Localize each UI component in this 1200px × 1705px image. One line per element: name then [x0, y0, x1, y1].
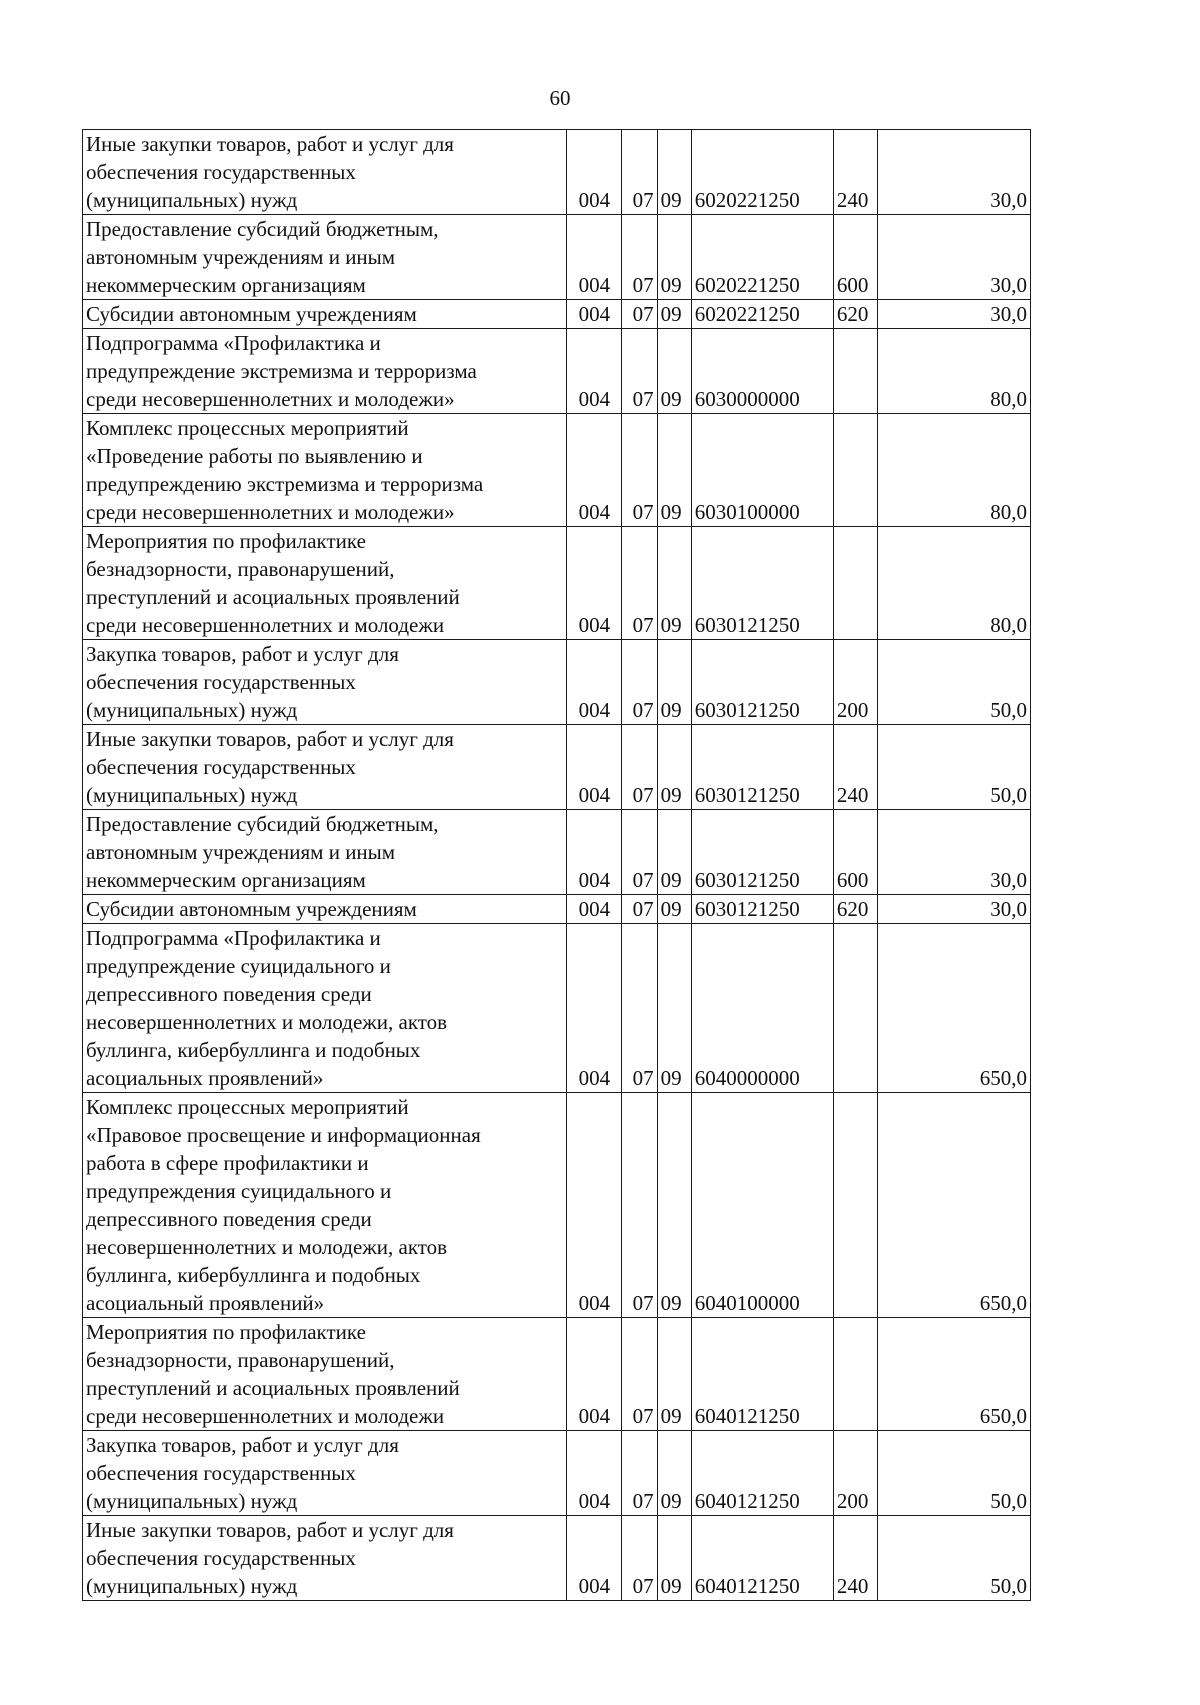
expense-type-cell — [833, 329, 878, 414]
expense-name-line: безнадзорности, правонарушений, — [86, 557, 395, 581]
department-code-cell: 004 — [567, 895, 622, 924]
target-article-cell: 6040100000 — [691, 1093, 833, 1318]
expense-name-cell — [83, 329, 567, 414]
amount-cell: 30,0 — [878, 300, 1031, 329]
expense-type-cell — [833, 527, 878, 640]
section-code-cell: 07 — [622, 1318, 657, 1431]
expense-name-line: преступлений и асоциальных проявлений — [86, 585, 460, 609]
table-row — [83, 527, 1031, 640]
expense-name-line: среди несовершеннолетних и молодежи — [86, 1404, 445, 1428]
expense-name-line: обеспечения государственных — [86, 160, 356, 184]
subsection-code-cell: 09 — [657, 1318, 691, 1431]
section-code-cell: 07 — [622, 725, 657, 810]
subsection-code-cell: 09 — [657, 1431, 691, 1516]
expense-name-line: автономным учреждениям и иным — [86, 245, 396, 269]
table-row — [83, 215, 1031, 300]
expense-name-cell — [83, 215, 567, 300]
expense-type-cell — [833, 414, 878, 527]
expense-name-line: (муниципальных) нужд — [86, 698, 298, 722]
target-article-cell: 6020221250 — [691, 300, 833, 329]
target-article-cell: 6030121250 — [691, 640, 833, 725]
department-code-cell: 004 — [567, 1318, 622, 1431]
section-code-cell: 07 — [622, 640, 657, 725]
amount-cell: 30,0 — [878, 810, 1031, 895]
amount-cell: 80,0 — [878, 329, 1031, 414]
amount-cell: 50,0 — [878, 1516, 1031, 1601]
target-article-cell: 6030121250 — [691, 527, 833, 640]
amount-cell: 80,0 — [878, 414, 1031, 527]
expense-name-line: депрессивного поведения среди — [86, 1207, 372, 1231]
expense-name-cell — [83, 640, 567, 725]
expense-name-line: Комплекс процессных мероприятий — [86, 416, 409, 440]
amount-cell: 30,0 — [878, 130, 1031, 215]
expense-name-line: обеспечения государственных — [86, 670, 356, 694]
table-row — [83, 895, 1031, 924]
expense-name-line: Комплекс процессных мероприятий — [86, 1095, 409, 1119]
section-code-cell: 07 — [622, 895, 657, 924]
expense-type-cell: 200 — [833, 640, 878, 725]
table-row — [83, 725, 1031, 810]
target-article-cell: 6030100000 — [691, 414, 833, 527]
target-article-cell: 6020221250 — [691, 130, 833, 215]
expense-name-line: несовершеннолетних и молодежи, актов — [86, 1235, 448, 1259]
page-number: 60 — [549, 86, 571, 110]
expense-type-cell: 620 — [833, 895, 878, 924]
expense-type-cell: 240 — [833, 725, 878, 810]
target-article-cell: 6040121250 — [691, 1318, 833, 1431]
section-code-cell: 07 — [622, 329, 657, 414]
amount-cell: 650,0 — [878, 1093, 1031, 1318]
expense-name-line: обеспечения государственных — [86, 1461, 356, 1485]
expense-name-line: депрессивного поведения среди — [86, 982, 372, 1006]
section-code-cell: 07 — [622, 1516, 657, 1601]
department-code-cell: 004 — [567, 215, 622, 300]
amount-cell: 80,0 — [878, 527, 1031, 640]
subsection-code-cell: 09 — [657, 130, 691, 215]
expense-name-line: преступлений и асоциальных проявлений — [86, 1376, 460, 1400]
expense-type-cell — [833, 1093, 878, 1318]
section-code-cell: 07 — [622, 300, 657, 329]
department-code-cell: 004 — [567, 1431, 622, 1516]
target-article-cell: 6030121250 — [691, 725, 833, 810]
amount-cell: 50,0 — [878, 640, 1031, 725]
section-code-cell: 07 — [622, 1431, 657, 1516]
subsection-code-cell: 09 — [657, 527, 691, 640]
expense-name-line: обеспечения государственных — [86, 1546, 356, 1570]
department-code-cell: 004 — [567, 924, 622, 1093]
table-row — [83, 1431, 1031, 1516]
expense-type-cell: 620 — [833, 300, 878, 329]
expense-name-line: Подпрограмма «Профилактика и — [86, 926, 381, 950]
expense-name-line: среди несовершеннолетних и молодежи» — [86, 500, 455, 524]
target-article-cell: 6020221250 — [691, 215, 833, 300]
expense-name-cell — [83, 924, 567, 1093]
department-code-cell: 004 — [567, 414, 622, 527]
subsection-code-cell: 09 — [657, 414, 691, 527]
department-code-cell: 004 — [567, 527, 622, 640]
section-code-cell: 07 — [622, 215, 657, 300]
table-row — [83, 924, 1031, 1093]
expense-name-line: Мероприятия по профилактике — [86, 529, 366, 553]
expense-name-line: асоциальных проявлений» — [86, 1066, 324, 1090]
expense-type-cell — [833, 1318, 878, 1431]
target-article-cell: 6040000000 — [691, 924, 833, 1093]
expense-name-line: несовершеннолетних и молодежи, актов — [86, 1010, 448, 1034]
expense-type-cell: 600 — [833, 810, 878, 895]
table-row — [83, 329, 1031, 414]
subsection-code-cell: 09 — [657, 215, 691, 300]
expense-name-line: Субсидии автономным учреждениям — [86, 897, 417, 921]
expense-name-line: «Правовое просвещение и информационная — [86, 1123, 481, 1147]
amount-cell: 650,0 — [878, 924, 1031, 1093]
expense-type-cell: 240 — [833, 1516, 878, 1601]
expense-name-line: (муниципальных) нужд — [86, 188, 298, 212]
table-row — [83, 414, 1031, 527]
amount-cell: 30,0 — [878, 215, 1031, 300]
expense-name-line: среди несовершеннолетних и молодежи» — [86, 387, 455, 411]
expense-name-line: предупреждению экстремизма и терроризма — [86, 472, 484, 496]
expense-name-cell — [83, 414, 567, 527]
expense-name-cell — [83, 1318, 567, 1431]
amount-cell: 50,0 — [878, 725, 1031, 810]
expense-name-line: Мероприятия по профилактике — [86, 1320, 366, 1344]
expense-name-cell — [83, 130, 567, 215]
expense-name-line: Подпрограмма «Профилактика и — [86, 331, 381, 355]
expense-name-line: работа в сфере профилактики и — [86, 1151, 369, 1175]
table-row — [83, 1093, 1031, 1318]
expense-name-line: некоммерческим организациям — [86, 868, 366, 892]
expense-type-cell: 240 — [833, 130, 878, 215]
department-code-cell: 004 — [567, 725, 622, 810]
subsection-code-cell: 09 — [657, 810, 691, 895]
budget-table — [82, 129, 1031, 1601]
expense-name-line: асоциальный проявлений» — [86, 1291, 325, 1315]
subsection-code-cell: 09 — [657, 1516, 691, 1601]
section-code-cell: 07 — [622, 527, 657, 640]
department-code-cell: 004 — [567, 329, 622, 414]
subsection-code-cell: 09 — [657, 640, 691, 725]
department-code-cell: 004 — [567, 810, 622, 895]
subsection-code-cell: 09 — [657, 329, 691, 414]
table-row — [83, 300, 1031, 329]
expense-name-line: предупреждение суицидального и — [86, 954, 391, 978]
target-article-cell: 6040121250 — [691, 1516, 833, 1601]
expense-name-line: Иные закупки товаров, работ и услуг для — [86, 132, 454, 156]
subsection-code-cell: 09 — [657, 924, 691, 1093]
expense-name-line: автономным учреждениям и иным — [86, 840, 396, 864]
amount-cell: 50,0 — [878, 1431, 1031, 1516]
expense-name-line: безнадзорности, правонарушений, — [86, 1348, 395, 1372]
subsection-code-cell: 09 — [657, 300, 691, 329]
target-article-cell: 6030000000 — [691, 329, 833, 414]
amount-cell: 650,0 — [878, 1318, 1031, 1431]
section-code-cell: 07 — [622, 130, 657, 215]
subsection-code-cell: 09 — [657, 725, 691, 810]
expense-name-line: (муниципальных) нужд — [86, 1489, 298, 1513]
table-row — [83, 130, 1031, 215]
department-code-cell: 004 — [567, 640, 622, 725]
expense-name-line: Иные закупки товаров, работ и услуг для — [86, 727, 454, 751]
table-row — [83, 1516, 1031, 1601]
expense-name-line: некоммерческим организациям — [86, 273, 366, 297]
table-row — [83, 1318, 1031, 1431]
expense-name-line: Закупка товаров, работ и услуг для — [86, 1433, 399, 1457]
department-code-cell: 004 — [567, 1093, 622, 1318]
table-row — [83, 810, 1031, 895]
expense-name-cell — [83, 300, 567, 329]
target-article-cell: 6030121250 — [691, 810, 833, 895]
expense-name-line: буллинга, кибербуллинга и подобных — [86, 1263, 421, 1287]
budget-table-body — [83, 130, 1031, 1601]
expense-name-line: буллинга, кибербуллинга и подобных — [86, 1038, 421, 1062]
section-code-cell: 07 — [622, 1093, 657, 1318]
expense-name-cell — [83, 1516, 567, 1601]
section-code-cell: 07 — [622, 414, 657, 527]
section-code-cell: 07 — [622, 810, 657, 895]
expense-name-line: (муниципальных) нужд — [86, 783, 298, 807]
expense-type-cell: 600 — [833, 215, 878, 300]
department-code-cell: 004 — [567, 1516, 622, 1601]
expense-name-line: Предоставление субсидий бюджетным, — [86, 812, 439, 836]
expense-name-cell — [83, 810, 567, 895]
target-article-cell: 6040121250 — [691, 1431, 833, 1516]
target-article-cell: 6030121250 — [691, 895, 833, 924]
expense-name-cell — [83, 895, 567, 924]
expense-name-line: Иные закупки товаров, работ и услуг для — [86, 1518, 454, 1542]
expense-name-line: Субсидии автономным учреждениям — [86, 302, 417, 326]
expense-name-line: предупреждения суицидального и — [86, 1179, 392, 1203]
expense-name-line: «Проведение работы по выявлению и — [86, 444, 423, 468]
amount-cell: 30,0 — [878, 895, 1031, 924]
expense-name-line: (муниципальных) нужд — [86, 1574, 298, 1598]
table-row — [83, 640, 1031, 725]
subsection-code-cell: 09 — [657, 1093, 691, 1318]
expense-type-cell — [833, 924, 878, 1093]
expense-name-cell — [83, 725, 567, 810]
expense-name-cell — [83, 1431, 567, 1516]
expense-name-line: Предоставление субсидий бюджетным, — [86, 217, 439, 241]
expense-name-line: Закупка товаров, работ и услуг для — [86, 642, 399, 666]
expense-name-line: предупреждение экстремизма и терроризма — [86, 359, 477, 383]
subsection-code-cell: 09 — [657, 895, 691, 924]
department-code-cell: 004 — [567, 300, 622, 329]
section-code-cell: 07 — [622, 924, 657, 1093]
department-code-cell: 004 — [567, 130, 622, 215]
expense-type-cell: 200 — [833, 1431, 878, 1516]
expense-name-cell — [83, 1093, 567, 1318]
expense-name-cell — [83, 527, 567, 640]
expense-name-line: обеспечения государственных — [86, 755, 356, 779]
expense-name-line: среди несовершеннолетних и молодежи — [86, 613, 445, 637]
